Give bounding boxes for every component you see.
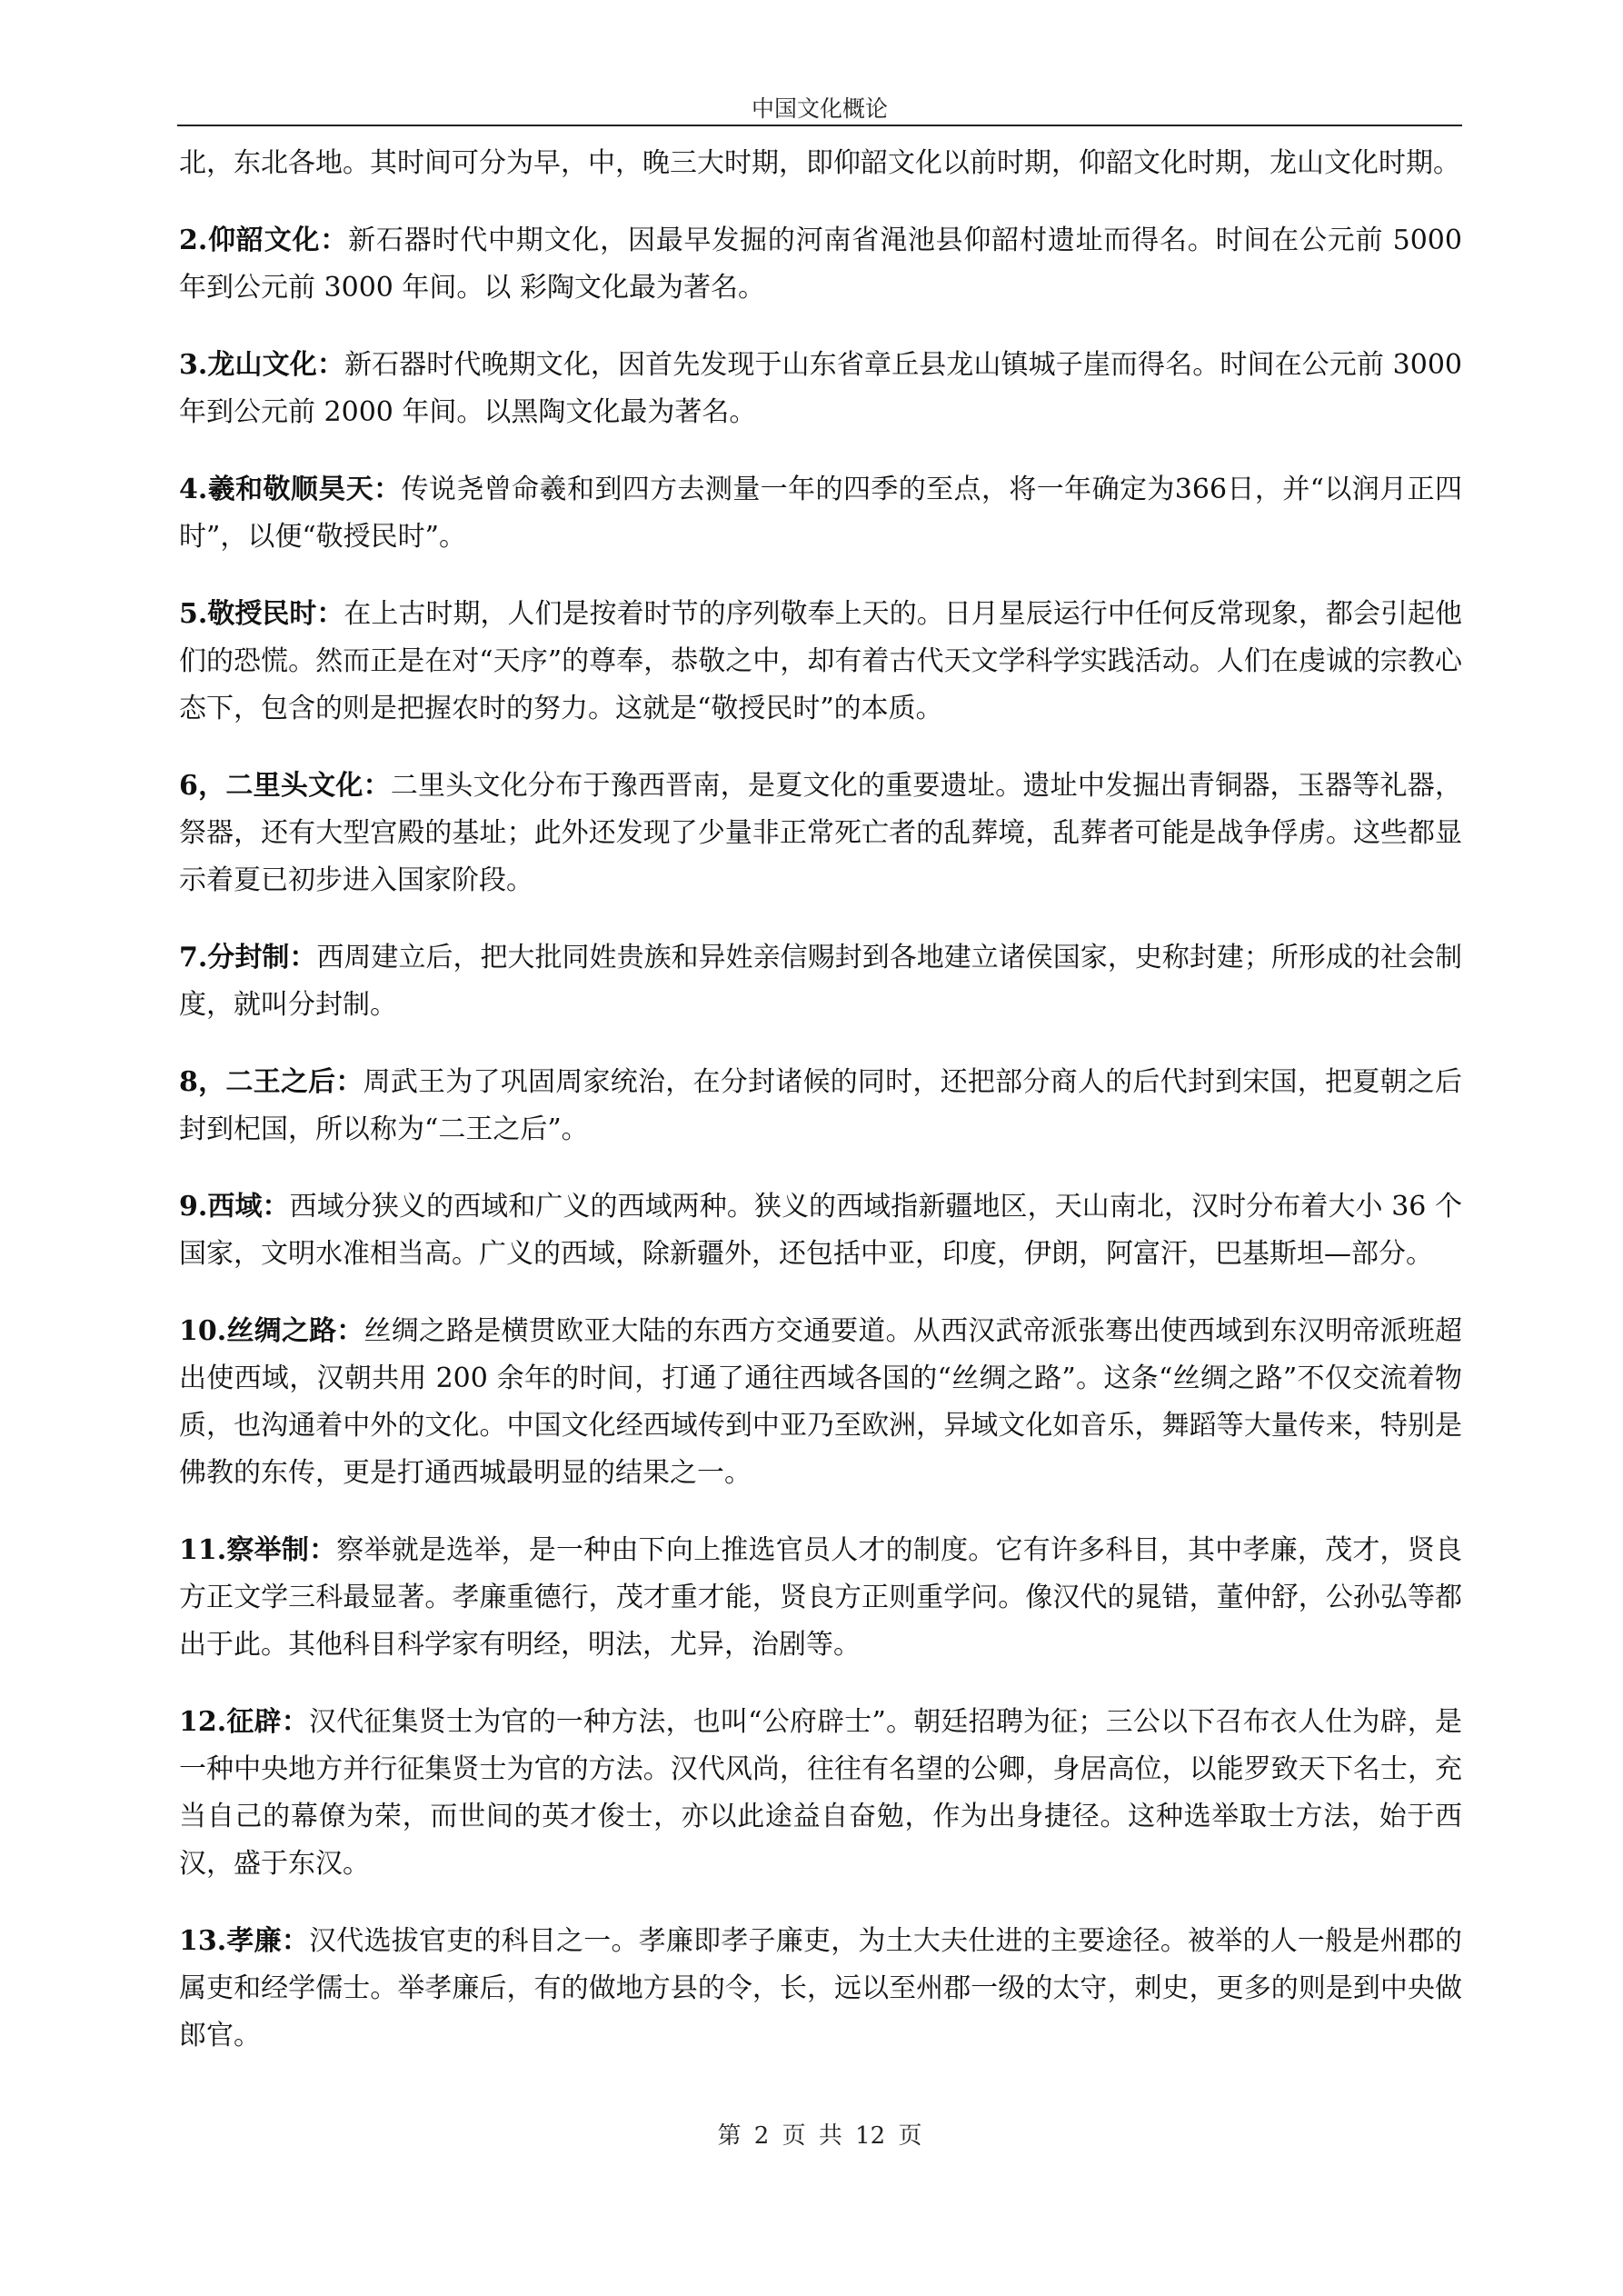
definition-text: 西周建立后，把大批同姓贵族和异姓亲信赐封到各地建立诸侯国家，史称封建；所形成的社会制度，就叫分封制。 [179, 942, 1463, 1021]
definition-text: 汉代选拔官吏的科目之一。孝廉即孝子廉吏，为土大夫仕进的主要途径。被举的人一般是州郡的属吏和经学儒士。举孝廉后，有的做地方县的令，长，远以至州郡一级的太守，刺史，更多的则是到中央做郎官。 [179, 1925, 1463, 2051]
term-label: 6，二里头文化： [179, 770, 391, 802]
definition-text: 察举就是选举，是一种由下向上推选官员人才的制度。它有许多科目，其中孝廉，茂才，贤良方正文学三科最显著。孝廉重德行，茂才重才能，贤良方正则重学问。像汉代的晁错，董仲舒，公孙弘等都出于此。其他科目科学家有明经，明法，尤异，治剧等。 [179, 1534, 1462, 1661]
paragraph-xihe [179, 466, 1462, 561]
paragraph-jingshou-minshi [179, 591, 1462, 733]
term-label: 12.征辟： [179, 1706, 309, 1738]
term-label: 7.分封制： [179, 942, 317, 973]
paragraph-xiyu [179, 1183, 1462, 1278]
paragraph-longshan-culture [179, 342, 1462, 436]
definition-text: 新石器时代晚期文化，因首先发现于山东省章丘县龙山镇城子崖而得名。时间在公元前 3000 年到公元前 2000 年间。以黑陶文化最为著名。 [179, 349, 1462, 428]
term-label: 3.龙山文化： [179, 349, 344, 381]
paragraph-fenfeng-system [179, 934, 1462, 1029]
page-number-footer: 第 2 页 共 12 页 [717, 2122, 922, 2150]
paragraph-erlitou-culture [179, 763, 1462, 904]
definition-text: 二里头文化分布于豫西晋南，是夏文化的重要遗址。遗址中发掘出青铜器，玉器等礼器，祭器，还有大型宫殿的基址；此外还发现了少量非正常死亡者的乱葬境，乱葬者可能是战争俘虏。这些都显示着夏已初步进入国家阶段。 [179, 770, 1463, 896]
paragraph-continuation [179, 140, 1462, 187]
paragraph-zhengbi [179, 1699, 1462, 1888]
paragraph-xiaolian [179, 1918, 1462, 2060]
page-header-title: 中国文化概论 [751, 95, 888, 122]
paragraph-erwang-zhihou [179, 1059, 1462, 1153]
definition-text: 周武王为了巩固周家统治，在分封诸候的同时，还把部分商人的后代封到宋国，把夏朝之后封到杞国，所以称为“二王之后”。 [179, 1066, 1463, 1145]
header-divider [177, 125, 1462, 126]
paragraph-silk-road [179, 1308, 1462, 1497]
definition-text: 新石器时代中期文化，因最早发掘的河南省渑池县仰韶村遗址而得名。时间在公元前 5000 年到公元前 3000 年间。以 彩陶文化最为著名。 [179, 225, 1462, 304]
term-label: 9.西域： [179, 1191, 290, 1223]
term-label: 5.敬授民时： [179, 598, 344, 630]
term-label: 10.丝绸之路： [179, 1315, 364, 1347]
term-label: 2.仰韶文化： [179, 225, 349, 256]
paragraph-chaju-system [179, 1527, 1462, 1669]
term-label: 8，二王之后： [179, 1066, 363, 1098]
document-body [179, 140, 1462, 2090]
definition-text: 传说尧曾命羲和到四方去测量一年的四季的至点，将一年确定为366日，并“以润月正四时”，以便“敬授民时”。 [179, 474, 1462, 553]
term-label: 13.孝廉： [179, 1925, 310, 1957]
definition-text: 丝绸之路是横贯欧亚大陆的东西方交通要道。从西汉武帝派张骞出使西域到东汉明帝派班超出使西域，汉朝共用 200 余年的时间，打通了通往西域各国的“丝绸之路”。这条“丝绸之路”不仅交流着物质，也沟通着中外的文化。中国文化经西域传到中亚乃至欧洲，异域文化如音乐，舞蹈等大量传来，特别是佛教的东传，更是打通西城最明显的结果之一。 [179, 1315, 1462, 1489]
term-label: 11.察举制： [179, 1534, 337, 1566]
definition-text: 在上古时期，人们是按着时节的序列敬奉上天的。日月星辰运行中任何反常现象，都会引起他们的恐慌。然而正是在对“天序”的尊奉，恭敬之中，却有着古代天文学科学实践活动。人们在虔诚的宗教心态下，包含的则是把握农时的努力。这就是“敬授民时”的本质。 [179, 598, 1462, 724]
paragraph-yangshao-culture [179, 217, 1462, 312]
definition-text: 北，东北各地。其时间可分为早，中，晚三大时期，即仰韶文化以前时期，仰韶文化时期，龙山文化时期。 [179, 147, 1460, 179]
definition-text: 汉代征集贤士为官的一种方法，也叫“公府辟士”。朝廷招聘为征；三公以下召布衣人仕为辟，是一种中央地方并行征集贤士为官的方法。汉代风尚，往往有名望的公卿，身居高位，以能罗致天下名士，充当自己的幕僚为荣，而世间的英才俊士，亦以此途益自奋勉，作为出身捷径。这种选举取士方法，始于西汉，盛于东汉。 [179, 1706, 1462, 1880]
term-label: 4.羲和敬顺昊天： [179, 474, 402, 505]
definition-text: 西域分狭义的西域和广义的西域两种。狭义的西域指新疆地区，天山南北，汉时分布着大小 36 个国家，文明水准相当高。广义的西域，除新疆外，还包括中亚，印度，伊朗，阿富汗，巴基斯坦—部分。 [179, 1191, 1462, 1270]
